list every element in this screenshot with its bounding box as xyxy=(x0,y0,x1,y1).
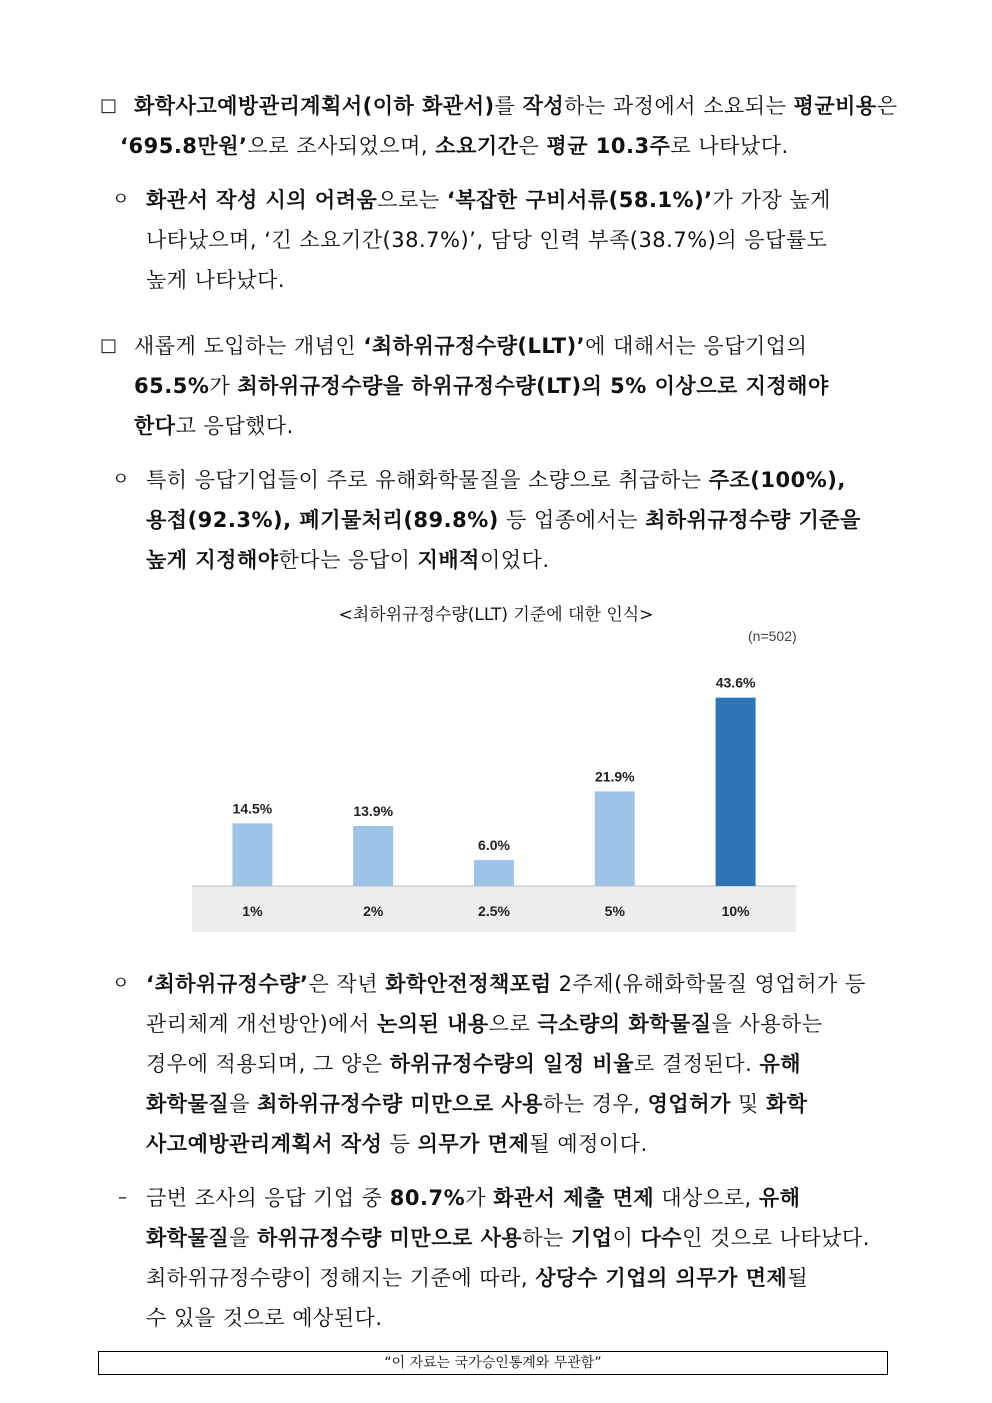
section3-sub-line-1: 금번 조사의 응답 기업 중 80.7%가 화관서 제출 면제 대상으로, 유해 xyxy=(146,1186,801,1210)
chart-sample-size: (n=502) xyxy=(748,628,797,644)
section3-line-2: 관리체계 개선방안)에서 논의된 내용으로 극소량의 화학물질을 사용하는 xyxy=(146,1012,823,1036)
bar-value-label: 43.6% xyxy=(715,674,756,691)
llt-bar-chart xyxy=(192,650,796,934)
bar-value-label: 21.9% xyxy=(594,768,635,785)
section2-line-2: 65.5%가 최하위규정수량을 하위규정수량(LT)의 5% 이상으로 지정해야 xyxy=(134,374,829,398)
section3-sub-line-2: 화학물질을 하위규정수량 미만으로 사용하는 기업이 다수인 것으로 나타났다. xyxy=(146,1226,870,1250)
section1-sub-line-2: 나타났으며, ‘긴 소요기간(38.7%)’, 담당 인력 부족(38.7%)의 응답률도 xyxy=(146,228,828,252)
footer-notice: “이 자료는 국가승인통계와 무관함” xyxy=(98,1351,888,1375)
chart-title: <최하위규정수량(LLT) 기준에 대한 인식> xyxy=(338,605,654,625)
bar-2.5% xyxy=(474,860,514,886)
section2-sub-paragraph xyxy=(112,460,912,580)
section3-line-5: 사고예방관리계획서 작성 등 의무가 면제될 예정이다. xyxy=(146,1132,648,1156)
section3-line-3: 경우에 적용되며, 그 양은 하위규정수량의 일정 비율로 결정된다. 유해 xyxy=(146,1052,802,1076)
section2-sub-line-2: 용접(92.3%), 폐기물처리(89.8%) 등 업종에서는 최하위규정수량 기준을 xyxy=(146,508,861,532)
section1-line-2: ‘695.8만원’으로 조사되었으며, 소요기간은 평균 10.3주로 나타났다. xyxy=(120,134,789,158)
bar-value-label: 14.5% xyxy=(232,800,273,817)
section3-sub-paragraph xyxy=(118,1178,918,1338)
section1-sub-line-3: 높게 나타났다. xyxy=(146,268,286,292)
category-label: 2% xyxy=(363,903,384,919)
section1-sub-line-1: 화관서 작성 시의 어려움으로는 ‘복잡한 구비서류(58.1%)’가 가장 높게 xyxy=(146,188,831,212)
category-label: 5% xyxy=(604,903,625,919)
section2-line-3: 한다고 응답했다. xyxy=(134,414,294,438)
category-label: 2.5% xyxy=(478,903,510,919)
section1-sub-paragraph xyxy=(112,180,912,300)
circle-bullet-icon: ㅇ xyxy=(112,973,130,994)
category-label: 1% xyxy=(242,903,263,919)
section3-sub-line-3: 최하위규정수량이 정해지는 기준에 따라, 상당수 기업의 의무가 면제될 xyxy=(146,1266,809,1290)
section2-sub-line-3: 높게 지정해야한다는 응답이 지배적이었다. xyxy=(146,548,550,572)
square-bullet-icon: □ xyxy=(100,95,118,116)
section1-paragraph xyxy=(100,86,900,166)
bar-value-label: 6.0% xyxy=(478,837,510,854)
square-bullet-icon: □ xyxy=(100,335,118,356)
bar-1% xyxy=(232,823,272,886)
bar-5% xyxy=(595,791,635,886)
bar-2% xyxy=(353,826,393,886)
section3-line-1: ‘최하위규정수량’은 작년 화학안전정책포럼 2주제(유해화학물질 영업허가 등 xyxy=(146,972,866,996)
section2-line-1: 새롭게 도입하는 개념인 ‘최하위규정수량(LLT)’에 대해서는 응답기업의 xyxy=(134,334,808,358)
section3-sub-line-4: 수 있을 것으로 예상된다. xyxy=(146,1306,383,1330)
section3-paragraph xyxy=(112,964,912,1164)
category-label: 10% xyxy=(721,903,750,919)
section3-line-4: 화학물질을 최하위규정수량 미만으로 사용하는 경우, 영업허가 및 화학 xyxy=(146,1092,808,1116)
section2-sub-line-1: 특히 응답기업들이 주로 유해화학물질을 소량으로 취급하는 주조(100%), xyxy=(146,468,846,492)
bar-10% xyxy=(716,698,756,886)
circle-bullet-icon: ㅇ xyxy=(112,469,130,490)
circle-bullet-icon: ㅇ xyxy=(112,189,130,210)
dash-bullet-icon: – xyxy=(118,1187,128,1208)
bar-value-label: 13.9% xyxy=(353,802,394,819)
section2-paragraph xyxy=(100,326,900,446)
section1-line-1: 화학사고예방관리계획서(이하 화관서)를 작성하는 과정에서 소요되는 평균비용은 xyxy=(134,94,898,118)
